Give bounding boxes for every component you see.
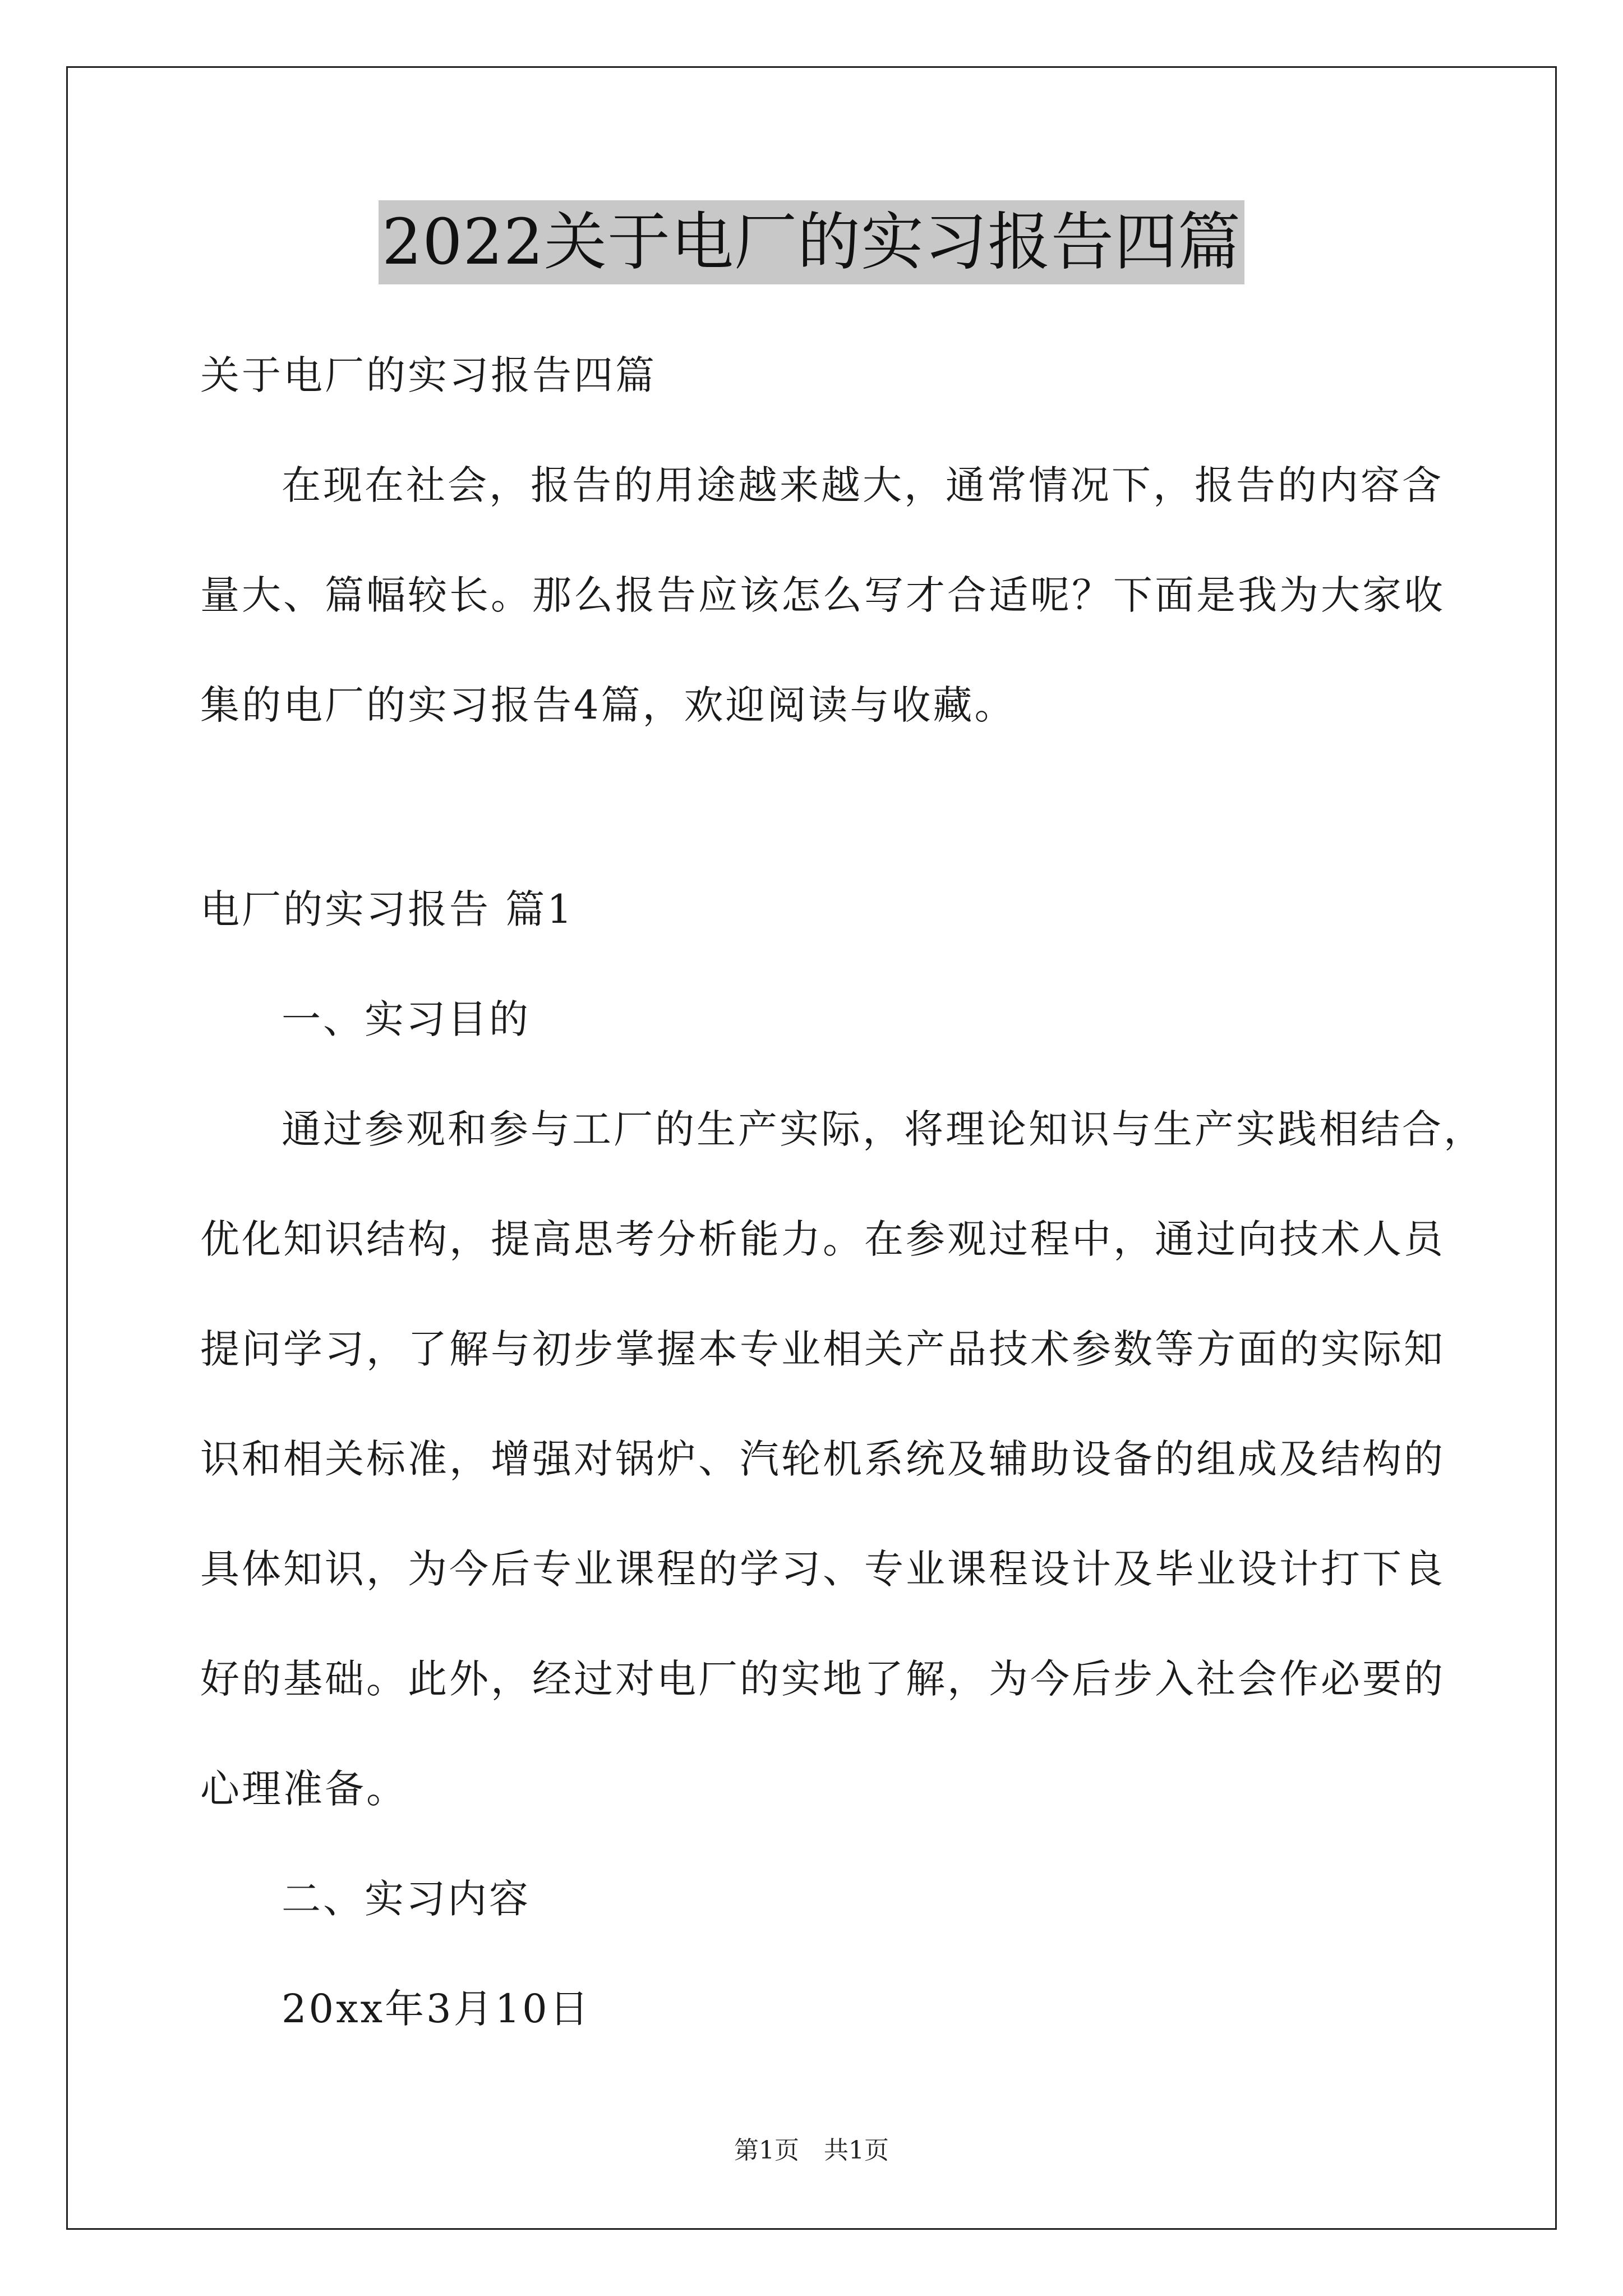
document-title: 2022关于电厂的实习报告四篇 [379, 200, 1244, 284]
section-heading: 电厂的实习报告 篇1 [200, 886, 574, 932]
part1-line-3: 提问学习，了解与初步掌握本专业相关产品技术参数等方面的实际知 [200, 1326, 1445, 1372]
part1-line-1: 通过参观和参与工厂的生产实际，将理论知识与生产实践相结合， [282, 1106, 1485, 1152]
part1-line-7: 心理准备。 [200, 1766, 408, 1812]
page-footer: 第1页 共1页 [734, 2136, 889, 2165]
date-line: 20xx年3月10日 [282, 1986, 591, 2032]
title-container [0, 200, 1623, 284]
part1-line-2: 优化知识结构，提高思考分析能力。在参观过程中，通过向技术人员 [200, 1216, 1445, 1262]
intro-line-2: 量大、篇幅较长。那么报告应该怎么写才合适呢？下面是我为大家收 [200, 572, 1445, 618]
part1-line-4: 识和相关标准，增强对锅炉、汽轮机系统及辅助设备的组成及结构的 [200, 1436, 1445, 1482]
intro-line-1: 在现在社会，报告的用途越来越大，通常情况下，报告的内容含 [282, 462, 1444, 508]
part1-line-6: 好的基础。此外，经过对电厂的实地了解，为今后步入社会作必要的 [200, 1656, 1445, 1702]
part1-heading: 一、实习目的 [282, 996, 531, 1042]
document-subtitle: 关于电厂的实习报告四篇 [200, 352, 657, 398]
part1-line-5: 具体知识，为今后专业课程的学习、专业课程设计及毕业设计打下良 [200, 1546, 1445, 1592]
intro-line-3: 集的电厂的实习报告4篇，欢迎阅读与收藏。 [200, 682, 1016, 728]
part2-heading: 二、实习内容 [282, 1876, 531, 1922]
